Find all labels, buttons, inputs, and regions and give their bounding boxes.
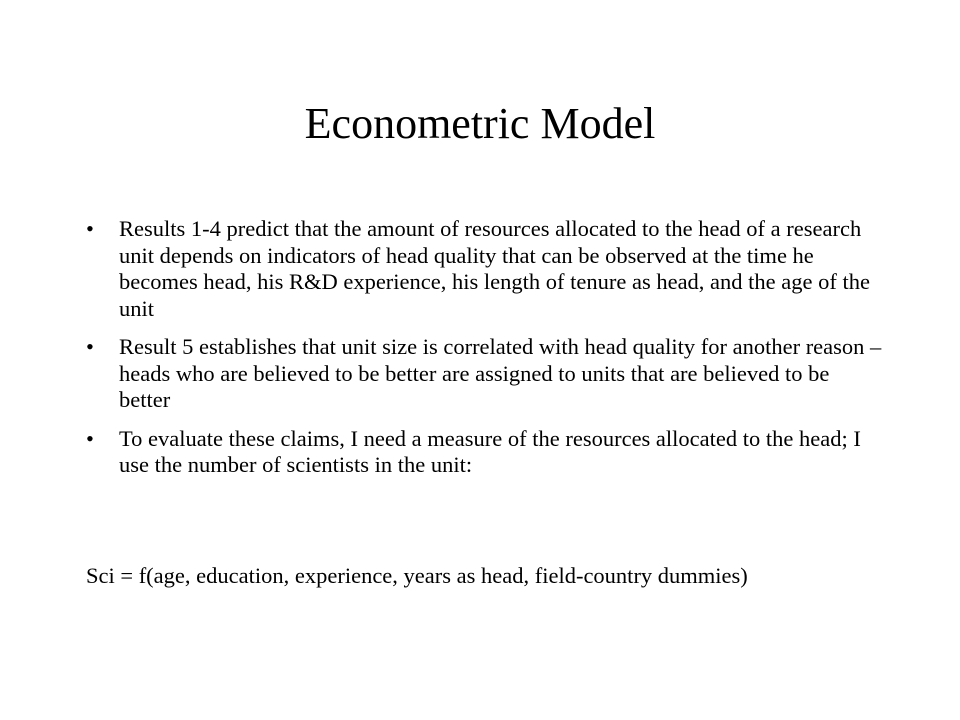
bullet-icon: • [86,216,94,241]
bullet-text: Results 1-4 predict that the amount of resources allocated to the head of a research unit depends on indicators of head quality that can be observed at the time he becomes head, his R&D experience, his length of tenure as head, and the age of the unit [119,216,870,321]
bullet-item [86,216,886,322]
bullet-item [86,426,886,479]
bullet-list [86,216,886,491]
model-formula: Sci = f(age, education, experience, years as head, field-country dummies) [86,563,748,588]
bullet-text: Result 5 establishes that unit size is correlated with head quality for another reason – heads who are believed to be better are assigned to units that are believed to be better [119,334,882,412]
bullet-item [86,334,886,414]
slide-title: Econometric Model [304,99,656,148]
bullet-icon: • [86,425,94,451]
bullet-text: To evaluate these claims, I need a measure of the resources allocated to the head; I use the number of scientists in the unit: [119,425,861,477]
bullet-icon: • [86,334,94,359]
